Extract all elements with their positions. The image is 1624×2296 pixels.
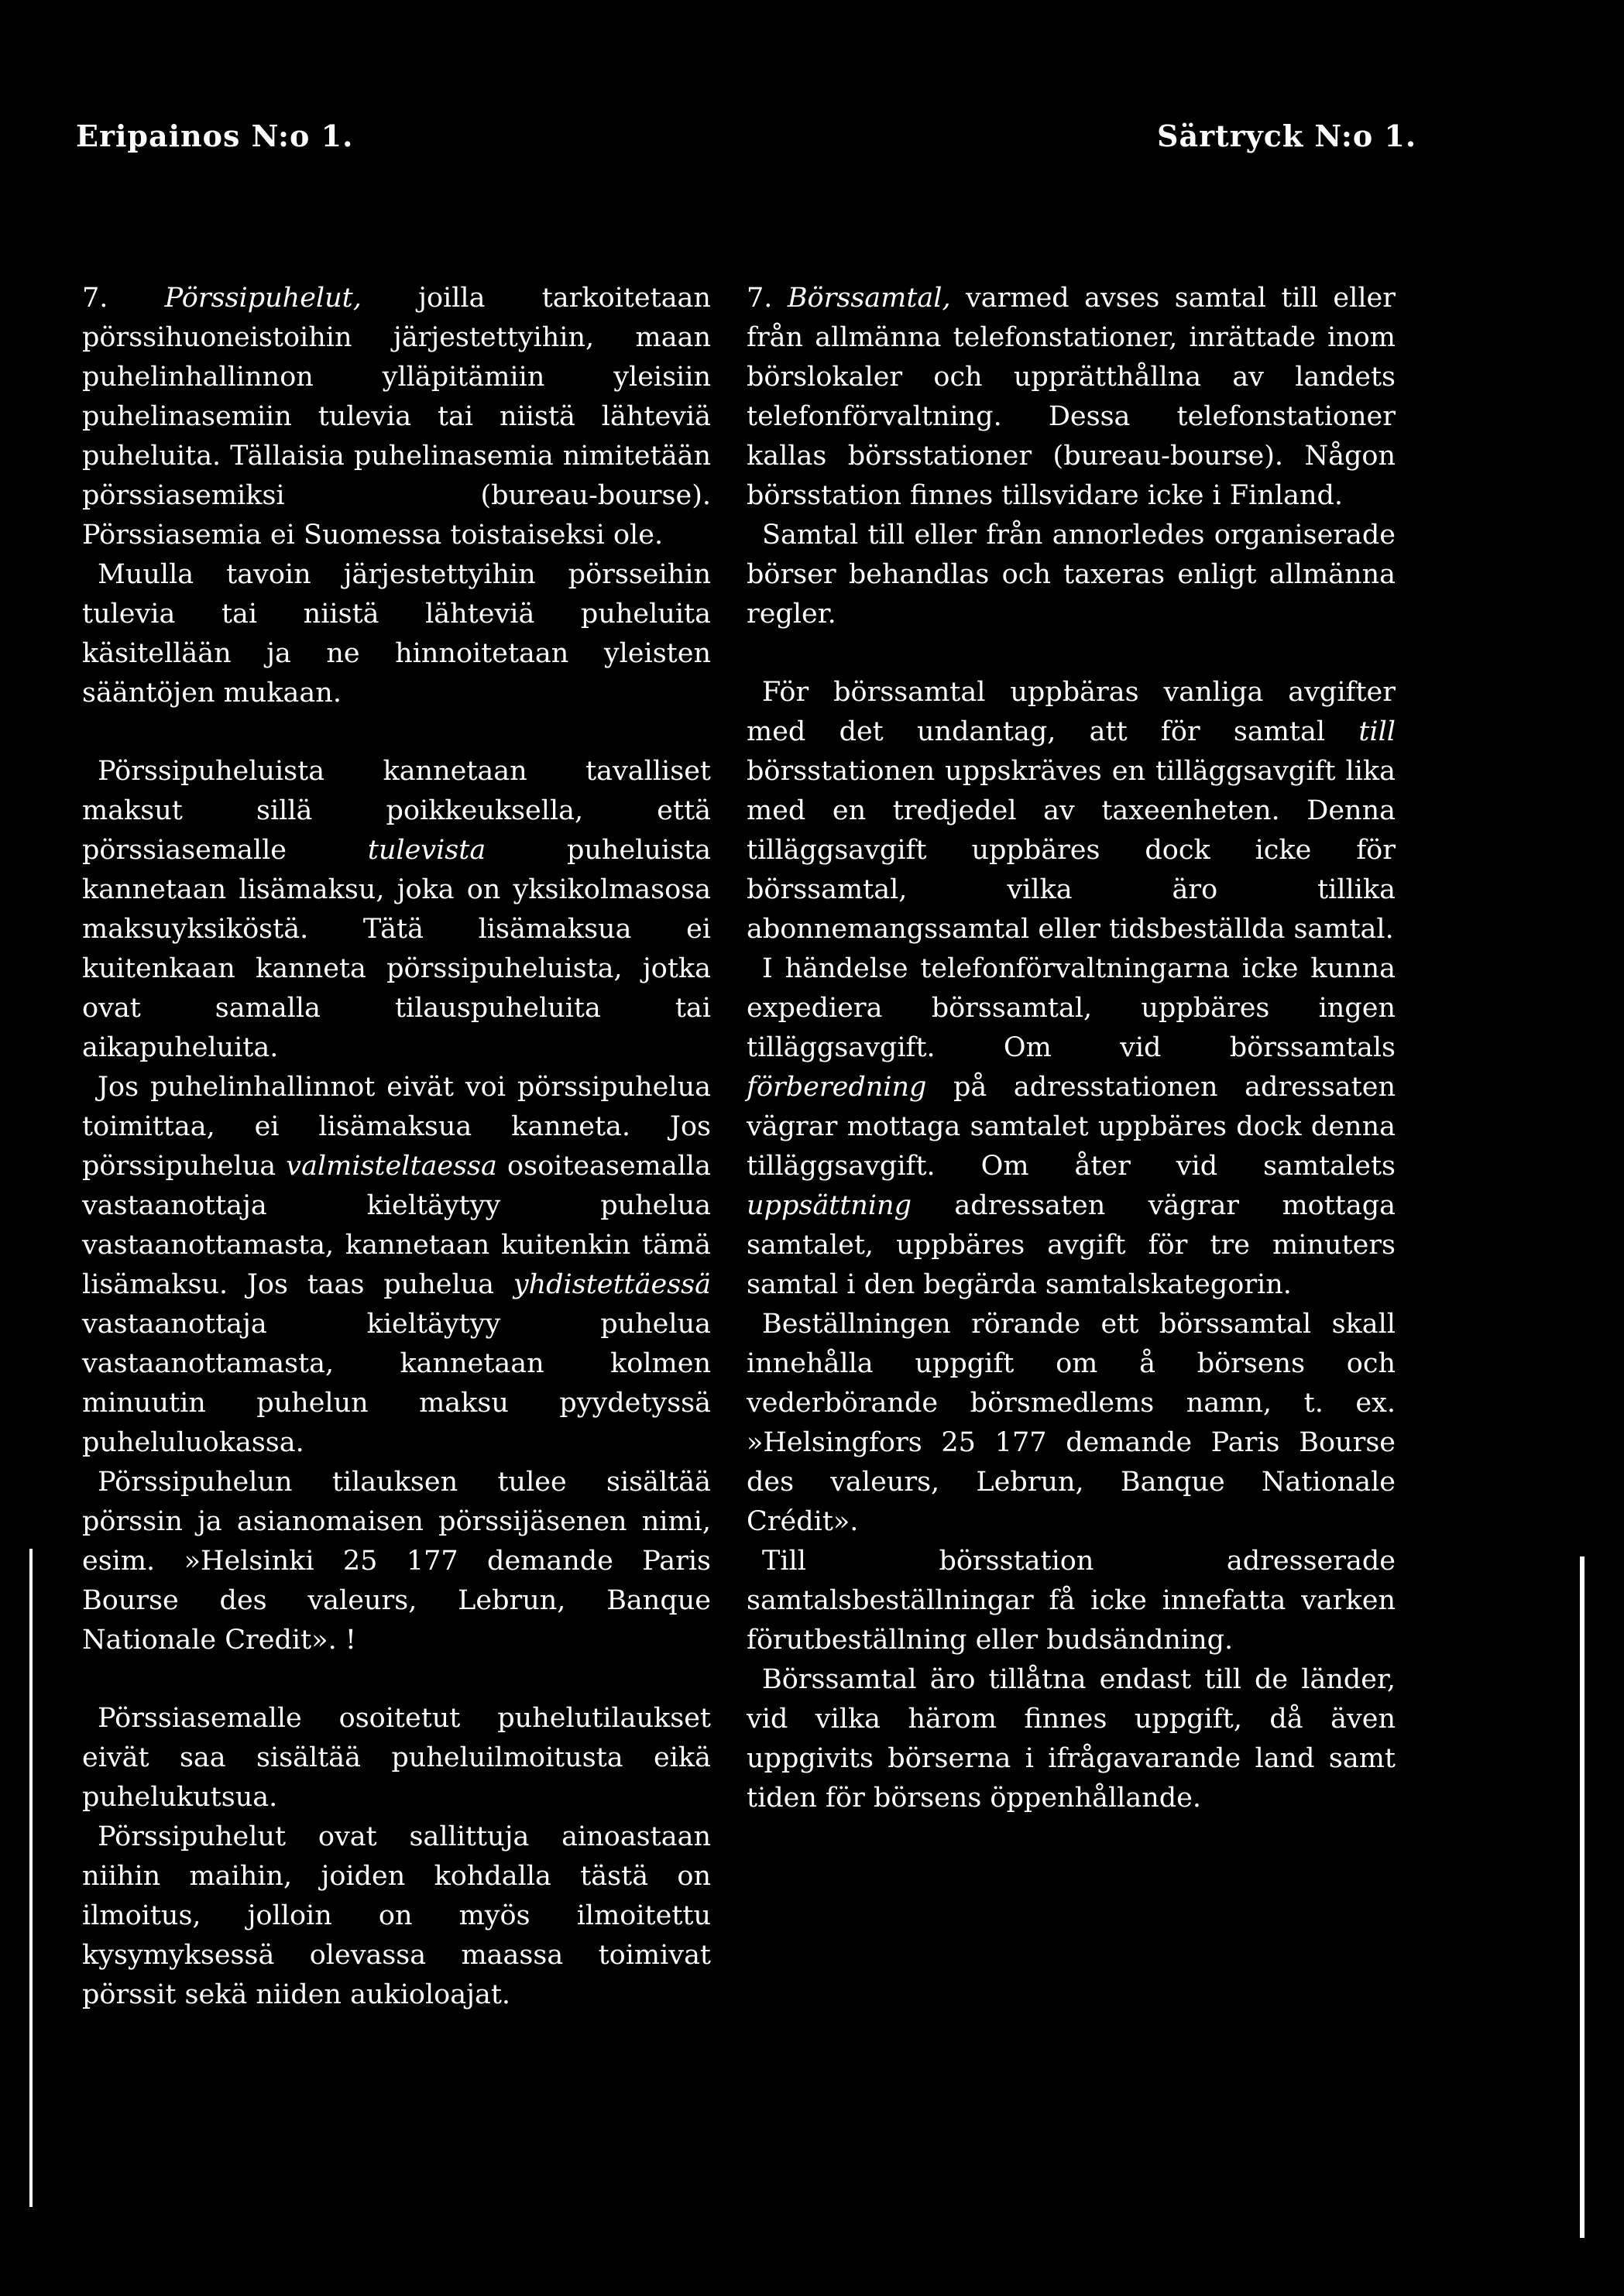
- sv-section-number: 7.: [747, 283, 773, 314]
- fi-paragraph-6: Pörssiasemalle osoitetut puhelutilaukset eivät saa sisältää puheluilmoitusta eikä puhelukutsua.: [82, 1703, 711, 1813]
- sv-paragraph-4-emphasis-1: förberedning: [747, 1072, 927, 1103]
- left-edge-rule: [29, 1549, 33, 2207]
- sv-paragraph-3: [747, 673, 1396, 949]
- fi-paragraph-1: [82, 279, 711, 555]
- fi-paragraph-3-text-a: Pörssipuheluista kannetaan tavalliset maksut sillä poikkeuksella, että pörssiasemalle: [82, 756, 711, 866]
- sv-paragraph-4-text-c: adressaten vägrar mottaga samtalet, uppbäres avgift för tre minuters samtal i den begärda samtalskategorin.: [747, 1190, 1396, 1300]
- sv-paragraph-4: [747, 949, 1396, 1305]
- fi-paragraph-4: [82, 1068, 711, 1463]
- sv-section-term: Börssamtal,: [787, 283, 951, 314]
- header-swedish: Särtryck N:o 1.: [1157, 118, 1417, 153]
- sv-paragraph-6: Till börsstation adresserade samtalsbeställningar få icke innefatta varken förutbeställning eller budsändning.: [747, 1546, 1396, 1656]
- sv-paragraph-3-emphasis: till: [1358, 716, 1396, 747]
- fi-paragraph-1-text: joilla tarkoitetaan pörssihuoneistoihin järjestettyihin, maan puhelinhallinnon ylläpitämiin yleisiin puhelinasemiin tulevia tai niistä lähteviä puheluita. Tällaisia puhelinasemia nimitetään pörssiasemiksi (bureau-bourse). Pörssiasemia ei Suomessa toistaiseksi ole.: [82, 283, 711, 551]
- fi-paragraph-5: Pörssipuhelun tilauksen tulee sisältää pörssin ja asianomaisen pörssijäsenen nimi, esim. »Helsinki 25 177 demande Paris Bourse des valeurs, Lebrun, Banque Nationale Credit». !: [82, 1467, 711, 1656]
- fi-section-number: 7.: [82, 283, 108, 314]
- fi-paragraph-7: Pörssipuhelut ovat sallittuja ainoastaan niihin maihin, joiden kohdalla tästä on ilmoitus, jolloin on myös ilmoitettu kysymyksessä olevassa maassa toimivat pörssit sekä niiden aukioloajat.: [82, 1821, 711, 2010]
- sv-paragraph-1-text: varmed avses samtal till eller från allmänna telefonstationer, inrättade inom börslokaler och upprätthållna av landets telefonförvaltning. Dessa telefonstationer kallas börsstationer (bureau-bourse). Någon börsstation finnes tillsvidare icke i Finland.: [747, 283, 1396, 511]
- sv-paragraph-3-text-a: För börssamtal uppbäras vanliga avgifter med det undantag, att för samtal: [747, 677, 1396, 747]
- fi-paragraph-3-text-b: puheluista kannetaan lisämaksu, joka on yksikolmasosa maksuyksiköstä. Tätä lisämaksua ei kuitenkaan kanneta pörssipuheluista, jotka ovat samalla tilauspuheluita tai aikapuheluita.: [82, 835, 711, 1063]
- fi-paragraph-3: [82, 752, 711, 1068]
- fi-paragraph-4-text-a: Jos puhelinhallinnot eivät voi pörssipuhelua toimittaa, ei lisämaksua kanneta. Jos pörssipuhelua: [82, 1072, 711, 1182]
- fi-paragraph-4-text-c: vastaanottaja kieltäytyy puhelua vastaanottamasta, kannetaan kolmen minuutin puhelun maksu pyydetyssä puheluluokassa.: [82, 1309, 711, 1458]
- sv-paragraph-1: [747, 279, 1396, 516]
- sv-paragraph-5: Beställningen rörande ett börssamtal skall innehålla uppgift om å börsens och vederbörande börsmedlems namn, t. ex. »Helsingfors 25 177 demande Paris Bourse des valeurs, Lebrun, Banque Nationale Crédit».: [747, 1309, 1396, 1537]
- sv-paragraph-4-text-a: I händelse telefonförvaltningarna icke kunna expediera börssamtal, uppbäres ingen tilläggsavgift. Om vid börssamtals: [747, 953, 1396, 1063]
- sv-paragraph-2: Samtal till eller från annorledes organiserade börser behandlas och taxeras enligt allmänna regler.: [747, 520, 1396, 630]
- sv-paragraph-4-emphasis-2: uppsättning: [747, 1190, 912, 1221]
- fi-paragraph-4-emphasis-2: yhdistettäessä: [513, 1269, 711, 1300]
- fi-paragraph-4-emphasis-1: valmisteltaessa: [286, 1151, 497, 1182]
- sv-paragraph-4-text-b: på adresstationen adressaten vägrar mottaga samtalet uppbäres dock denna tilläggsavgift. Om åter vid samtalets: [747, 1072, 1396, 1182]
- header-finnish: Eripainos N:o 1.: [76, 118, 354, 153]
- column-finnish: [82, 279, 711, 2015]
- sv-paragraph-3-text-b: börsstationen uppskräves en tilläggsavgift lika med en tredjedel av taxeenheten. Denna tilläggsavgift uppbäres dock icke för börssamtal, vilka äro tillika abonnemangssamtal eller tidsbeställda samtal.: [747, 756, 1396, 945]
- fi-paragraph-4-text-b: osoiteasemalla vastaanottaja kieltäytyy puhelua vastaanottamasta, kannetaan kuitenkin tämä lisämaksu. Jos taas puhelua: [82, 1151, 711, 1300]
- right-edge-rule: [1580, 1556, 1585, 2238]
- fi-section-term: Pörssipuhelut,: [164, 283, 362, 314]
- fi-paragraph-2: Muulla tavoin järjestettyihin pörsseihin tulevia tai niistä lähteviä puheluita käsitellään ja ne hinnoitetaan yleisten sääntöjen mukaan.: [82, 559, 711, 709]
- sv-paragraph-7: Börssamtal äro tillåtna endast till de länder, vid vilka härom finnes uppgift, då även uppgivits börserna i ifrågavarande land samt tiden för börsens öppenhållande.: [747, 1664, 1396, 1814]
- fi-paragraph-3-emphasis: tulevista: [367, 835, 486, 866]
- column-swedish: [747, 279, 1396, 1818]
